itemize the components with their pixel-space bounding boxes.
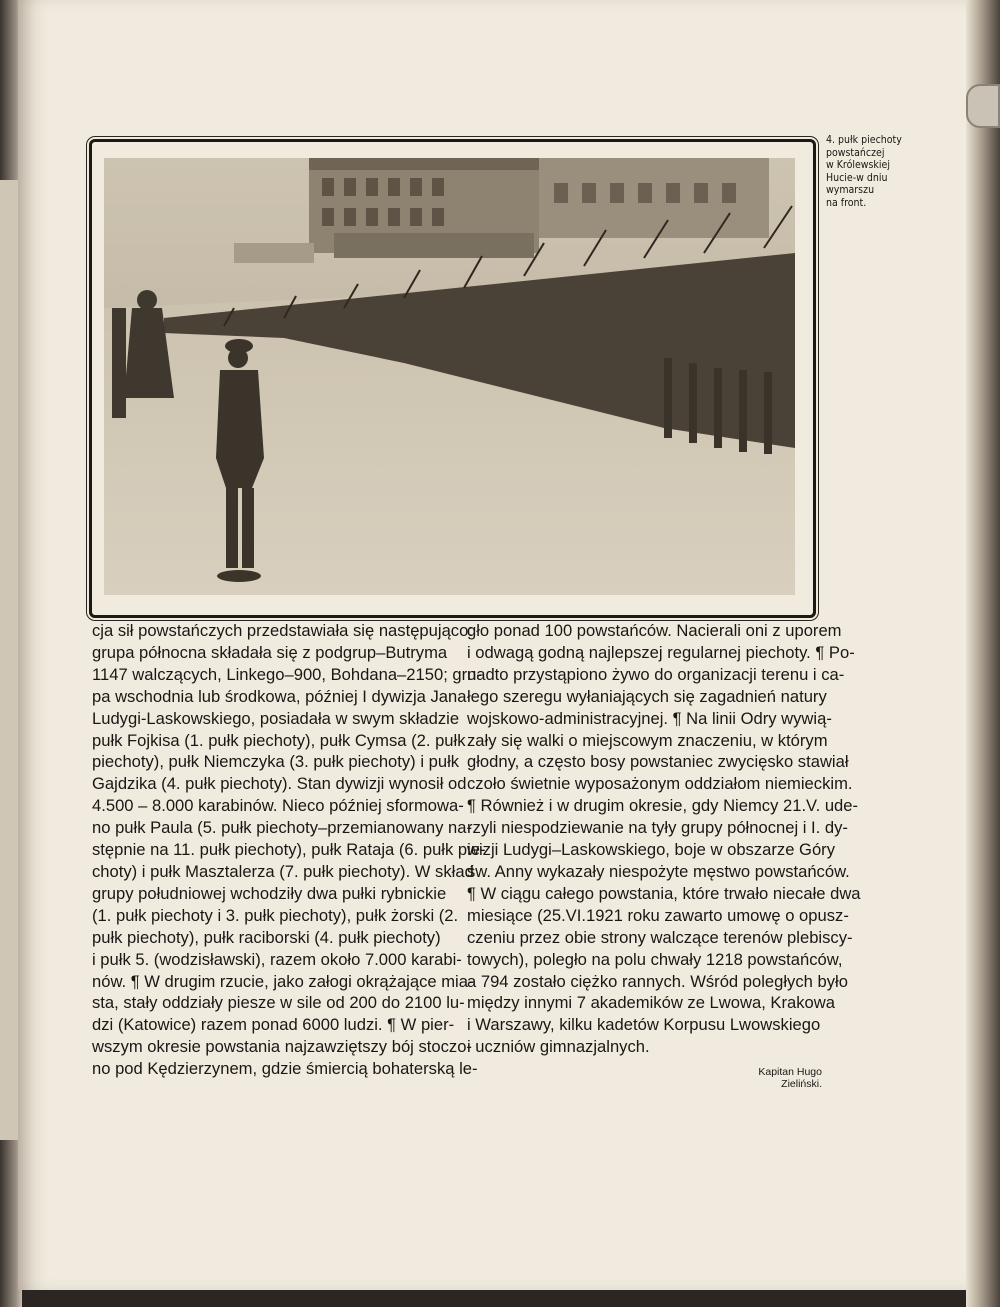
text-line: nów. ¶ W drugim rzucie, jako załogi okrążające mia- xyxy=(92,971,474,991)
text-column-left xyxy=(92,620,486,1080)
text-line: ¶ W ciągu całego powstania, które trwało niecałe dwa xyxy=(467,883,861,903)
text-line: czoło świetnie wyposażonym oddziałom niemieckim. xyxy=(467,774,853,794)
text-line: piechoty), pułk Niemczyka (3. pułk piechoty) i pułk xyxy=(92,752,460,772)
caption-line: na front. xyxy=(826,196,867,209)
text-line: czeniu przez obie strony walczące terenów plebiscy- xyxy=(467,927,853,947)
text-line: sta, stały oddziały piesze w sile od 200 do 2100 lu- xyxy=(92,993,465,1013)
text-line: rzyli niespodziewanie na tyły grupy północnej i I. dy- xyxy=(467,818,848,838)
text-line: i uczniów gimnazjalnych. xyxy=(467,1037,650,1057)
text-line: pułk Fojkisa (1. pułk piechoty), pułk Cymsa (2. pułk xyxy=(92,730,466,750)
text-line: towych), poległo na polu chwały 1218 powstańców, xyxy=(467,949,843,969)
caption-line: w Królewskiej xyxy=(826,159,890,172)
text-line: nadto przystąpiono żywo do organizacji terenu i ca- xyxy=(467,664,845,684)
caption-line: 4. pułk piechoty xyxy=(826,134,902,146)
caption-line: wymarszu xyxy=(826,184,875,197)
text-line: łego szeregu wyłaniających się zagadnień natury xyxy=(467,686,827,706)
text-line: miesiące (25.VI.1921 roku zawarto umowę o opusz- xyxy=(467,905,849,925)
book-edge-right xyxy=(966,0,1000,1307)
text-line: grupa północna składała się z podgrup–Butryma xyxy=(92,642,448,662)
photo-caption xyxy=(826,134,936,210)
text-line: i Warszawy, kilku kadetów Korpusu Lwowskiego xyxy=(467,1015,821,1035)
parade-photograph xyxy=(104,158,795,595)
military-parade-photo-icon xyxy=(104,158,795,595)
page-clip xyxy=(966,84,1000,128)
text-line: 4.500 – 8.000 karabinów. Nieco później sformowa- xyxy=(92,796,464,816)
text-line: wszym okresie powstania najzawziętszy bój stoczo- xyxy=(92,1037,472,1057)
text-line: wojskowo-administracyjnej. ¶ Na linii Odry wywią- xyxy=(467,708,832,728)
text-line: (1. pułk piechoty i 3. pułk piechoty), pułk żorski (2. xyxy=(92,905,459,925)
text-line: no pod Kędzierzynem, gdzie śmiercią bohaterską le- xyxy=(92,1059,478,1079)
text-line: 1147 walczących, Linkego–900, Bohdana–2150; gru- xyxy=(92,664,482,684)
author-signature: Kapitan Hugo Zieliński. xyxy=(758,1066,822,1090)
text-line: a 794 zostało ciężko rannych. Wśród poległych było xyxy=(467,971,848,991)
text-line: no pułk Paula (5. pułk piechoty–przemianowany na- xyxy=(92,818,473,838)
text-line: i pułk 5. (wodzisławski), razem około 7.000 karabi- xyxy=(92,949,462,969)
previous-page-edge xyxy=(0,180,18,1140)
text-line: św. Anny wykazały niespożyte męstwo powstańców. xyxy=(467,861,850,881)
text-line: pa wschodnia lub środkowa, później I dywizja Jana xyxy=(92,686,467,706)
text-line: cja sił powstańczych przedstawiała się następująco: xyxy=(92,621,473,640)
text-line: stępnie na 11. pułk piechoty), pułk Rataja (6. pułk pie- xyxy=(92,840,486,860)
text-line: między innymi 7 akademików ze Lwowa, Krakowa xyxy=(467,993,835,1013)
text-line: zały się walki o miejscowym znaczeniu, w którym xyxy=(467,730,828,750)
text-line: choty) i pułk Masztalerza (7. pułk piechoty). W skład xyxy=(92,861,474,881)
text-line: pułk piechoty), pułk raciborski (4. pułk piechoty) xyxy=(92,927,441,947)
text-line: Gajdzika (4. pułk piechoty). Stan dywizji wynosił od xyxy=(92,774,467,794)
text-line: Ludygi-Laskowskiego, posiadała w swym składzie xyxy=(92,708,460,728)
text-line: grupy południowej wchodziły dwa pułki rybnickie xyxy=(92,883,447,903)
text-line: ¶ Również i w drugim okresie, gdy Niemcy 21.V. ude- xyxy=(467,796,859,816)
text-line: gło ponad 100 powstańców. Nacierali oni z uporem xyxy=(467,621,842,640)
text-column-right xyxy=(467,620,861,1058)
caption-line: Hucie-w dniu xyxy=(826,171,888,184)
text-line: głodny, a często bosy powstaniec zwycięsko stawiał xyxy=(467,752,849,772)
text-line: i odwagą godną najlepszej regularnej piechoty. ¶ Po- xyxy=(467,642,855,662)
caption-line: powstańczej xyxy=(826,146,885,159)
text-line: wizji Ludygi–Laskowskiego, boje w obszarze Góry xyxy=(467,840,836,860)
text-line: dzi (Katowice) razem ponad 6000 ludzi. ¶ W pier- xyxy=(92,1015,455,1035)
